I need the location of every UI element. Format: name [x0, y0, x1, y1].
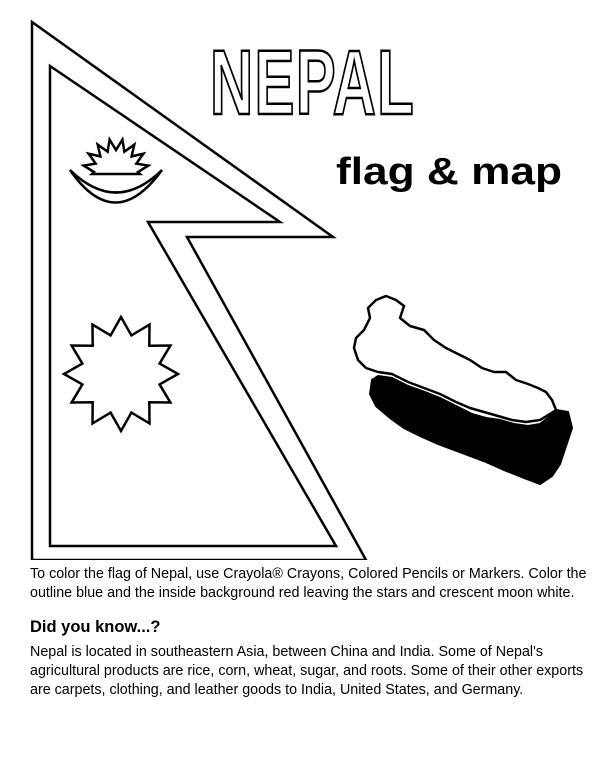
- did-you-know-heading: Did you know...?: [30, 618, 161, 636]
- moon-rays: [84, 140, 149, 174]
- page-title: NEPAL: [210, 32, 415, 134]
- page-subtitle: flag & map: [336, 151, 562, 193]
- coloring-instructions: To color the flag of Nepal, use Crayola® Crayons, Colored Pencils or Markers. Color the outline blue and the inside background red leaving the stars and crescent moon white.: [30, 566, 587, 601]
- nepal-map: [354, 296, 572, 484]
- did-you-know-text: Nepal is located in southeastern Asia, between China and India. Some of Nepal's agricultural products are rice, corn, wheat, sugar, and roots. Some of their other exports are carpets, clothing, and leather goods to India, United States, and Germany.: [30, 644, 584, 698]
- moon-icon: [70, 140, 162, 203]
- sun-star: [64, 317, 178, 431]
- sun-icon: [64, 317, 178, 431]
